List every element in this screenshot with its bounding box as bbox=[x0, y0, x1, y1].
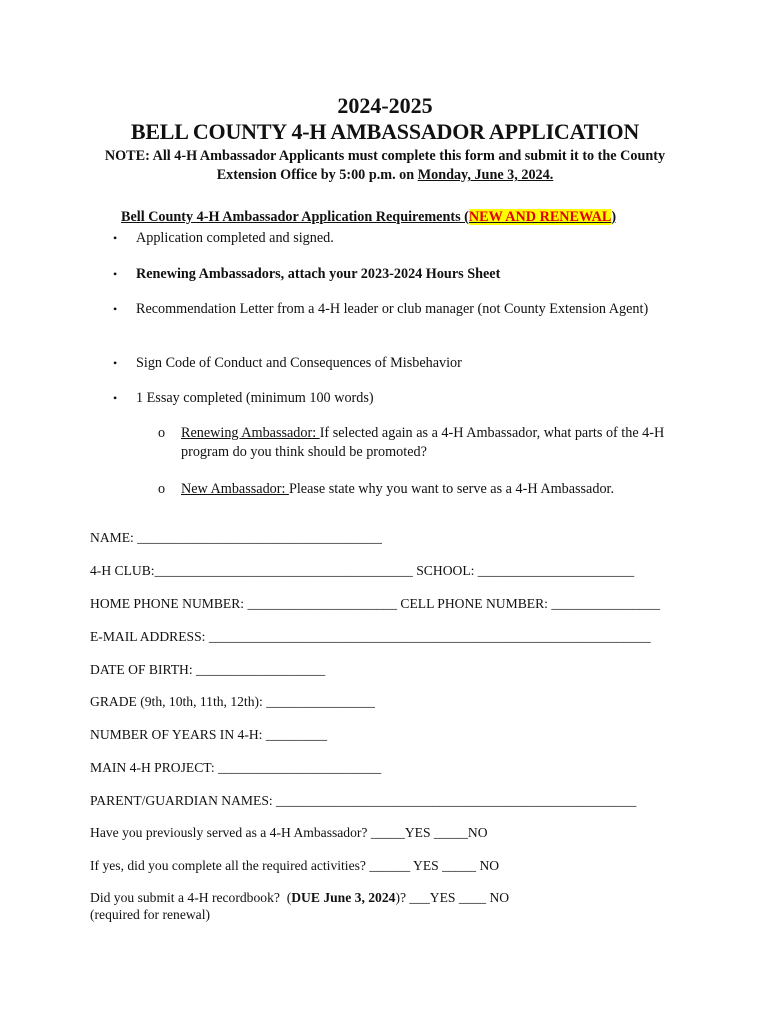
recordbook-due: DUE June 3, 2024 bbox=[291, 890, 396, 905]
requirement-text: Recommendation Letter from a 4-H leader or club manager (not County Extension Agent) bbox=[136, 301, 649, 317]
activities-question[interactable]: If yes, did you complete all the required activities? ______ YES _____ NO bbox=[90, 858, 500, 873]
years-field[interactable]: NUMBER OF YEARS IN 4-H: _________ bbox=[90, 727, 328, 742]
requirements-heading-text: Bell County 4-H Ambassador Application Requirements ( bbox=[121, 209, 469, 225]
email-field[interactable]: E-MAIL ADDRESS: _________________________________________________________________ bbox=[90, 629, 651, 644]
sub-bullet-icon: o bbox=[158, 425, 166, 441]
requirement-text: 1 Essay completed (minimum 100 words) bbox=[136, 390, 374, 406]
requirements-heading-close: ) bbox=[611, 209, 617, 225]
bullet-icon: • bbox=[113, 267, 118, 281]
essay-label: Renewing Ambassador: bbox=[181, 425, 320, 441]
essay-text: Please state why you want to serve as a 4-H Ambassador. bbox=[288, 481, 615, 497]
new-renewal-highlight: NEW AND RENEWAL bbox=[468, 209, 612, 225]
club-school-field[interactable]: 4-H CLUB:______________________________________ SCHOOL: _______________________ bbox=[90, 563, 635, 578]
requirements-heading bbox=[121, 209, 616, 226]
requirement-text: Sign Code of Conduct and Consequences of Misbehavior bbox=[136, 355, 462, 371]
recordbook-question[interactable] bbox=[90, 890, 509, 906]
bullet-icon: • bbox=[113, 356, 118, 370]
recordbook-text: Did you submit a 4-H recordbook? ( bbox=[90, 890, 292, 905]
name-field[interactable]: NAME: ____________________________________ bbox=[90, 530, 382, 545]
essay-prompt bbox=[181, 424, 681, 461]
requirement-text: Renewing Ambassadors, attach your 2023-2024 Hours Sheet bbox=[136, 266, 501, 282]
essay-prompt bbox=[181, 480, 681, 499]
previously-served-question[interactable]: Have you previously served as a 4-H Ambassador? _____YES _____NO bbox=[90, 825, 488, 840]
requirement-text: Application completed and signed. bbox=[136, 230, 334, 246]
note-text: NOTE: All 4-H Ambassador Applicants must complete this form and submit it to the County Extension Office by 5:00 p.m. on bbox=[104, 148, 666, 183]
dob-field[interactable]: DATE OF BIRTH: ___________________ bbox=[90, 662, 326, 677]
submission-note bbox=[90, 147, 680, 185]
bullet-icon: • bbox=[113, 231, 118, 245]
page-title: BELL COUNTY 4-H AMBASSADOR APPLICATION bbox=[130, 119, 640, 144]
school-year: 2024-2025 bbox=[337, 93, 433, 118]
parent-guardian-field[interactable]: PARENT/GUARDIAN NAMES: _____________________________________________________ bbox=[90, 793, 637, 808]
sub-bullet-icon: o bbox=[158, 481, 166, 497]
phone-fields[interactable]: HOME PHONE NUMBER: ______________________ CELL PHONE NUMBER: ________________ bbox=[90, 596, 661, 611]
essay-text: If selected again as a 4-H Ambassador, what parts of the 4-H program do you think should be promoted? bbox=[181, 425, 665, 460]
recordbook-options: )? ___YES ____ NO bbox=[395, 890, 510, 905]
grade-field[interactable]: GRADE (9th, 10th, 11th, 12th): ________________ bbox=[90, 694, 375, 709]
bullet-icon: • bbox=[113, 302, 118, 316]
essay-label: New Ambassador: bbox=[181, 481, 289, 497]
note-deadline: Monday, June 3, 2024. bbox=[417, 167, 554, 183]
project-field[interactable]: MAIN 4-H PROJECT: ________________________ bbox=[90, 760, 382, 775]
bullet-icon: • bbox=[113, 391, 118, 405]
renewal-note: (required for renewal) bbox=[90, 907, 211, 922]
